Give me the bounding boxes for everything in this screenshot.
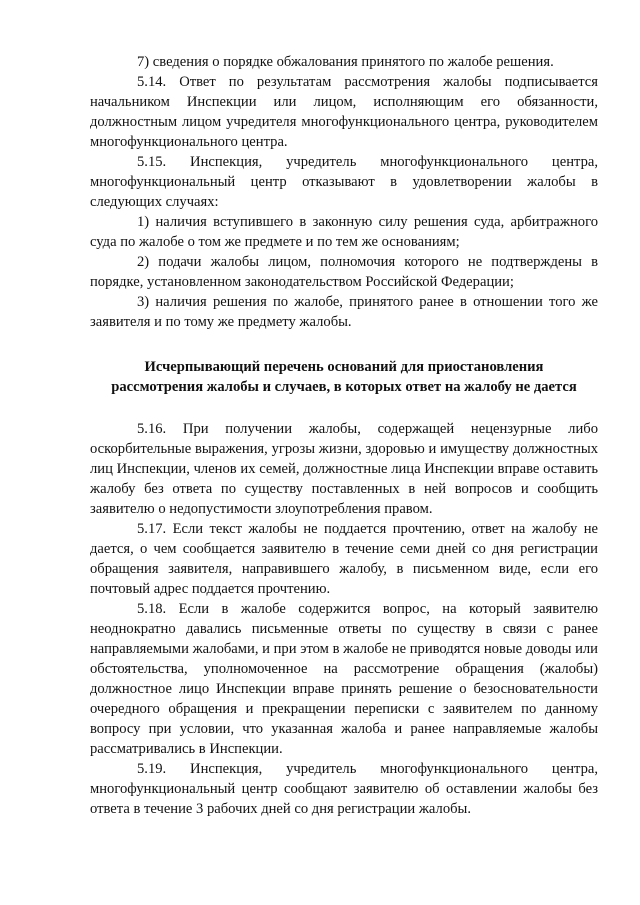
section-heading-line-1: Исчерпывающий перечень оснований для приостановления bbox=[144, 359, 544, 375]
list-item-1: 1) наличия вступившего в законную силу решения суда, арбитражного суда по жалобе о том же предмете и по тем же основаниям; bbox=[90, 214, 598, 250]
list-item-3: 3) наличия решения по жалобе, принятого ранее в отношении того же заявителя и по тому же предмету жалобы. bbox=[90, 294, 598, 330]
paragraph-5-19: 5.19. Инспекция, учредитель многофункционального центра, многофункциональный центр сообщают заявителю об оставлении жалобы без ответа в течение 3 рабочих дней со дня регистрации жалобы. bbox=[90, 761, 598, 817]
paragraph-5-16: 5.16. При получении жалобы, содержащей нецензурные либо оскорбительные выражения, угрозы жизни, здоровью и имуществу должностных лиц Инспекции, членов их семей, должностные лица Инспекции вправе оставить жалобу без ответа по существу поставленных в ней вопросов и сообщить заявителю о недопустимости злоупотребления правом. bbox=[90, 421, 598, 517]
section-heading-line-2: рассмотрения жалобы и случаев, в которых ответ на жалобу не дается bbox=[111, 379, 577, 395]
paragraph-5-18: 5.18. Если в жалобе содержится вопрос, на который заявителю неоднократно давались письменные ответы по существу в связи с ранее направляемыми жалобами, и при этом в жалобе не приводятся новые доводы или обстоятельства, уполномоченное на рассмотрение обращения (жалобы) должностное лицо Инспекции вправе принять решение о безосновательности очередного обращения и прекращении переписки с заявителем по данному вопросу при условии, что указанная жалоба и ранее направляемые жалобы рассматривались в Инспекции. bbox=[90, 601, 598, 757]
section-heading bbox=[90, 332, 598, 419]
paragraph-item-7: 7) сведения о порядке обжалования принятого по жалобе решения. bbox=[137, 54, 554, 70]
paragraph-5-14: 5.14. Ответ по результатам рассмотрения жалобы подписывается начальником Инспекции или лицом, исполняющим его обязанности, должностным лицом учредителя многофункционального центра, руководителем многофункционального центра. bbox=[90, 74, 598, 150]
paragraph-5-17: 5.17. Если текст жалобы не поддается прочтению, ответ на жалобу не дается, о чем сообщается заявителю в течение семи дней со дня регистрации обращения заявителя, направившего жалобу, в письменном виде, если его почтовый адрес поддается прочтению. bbox=[90, 521, 598, 597]
list-item-2: 2) подачи жалобы лицом, полномочия которого не подтверждены в порядке, установленном законодательством Российской Федерации; bbox=[90, 254, 598, 290]
document-page bbox=[90, 52, 598, 819]
paragraph-5-15: 5.15. Инспекция, учредитель многофункционального центра, многофункциональный центр отказывают в удовлетворении жалобы в следующих случаях: bbox=[90, 154, 598, 210]
